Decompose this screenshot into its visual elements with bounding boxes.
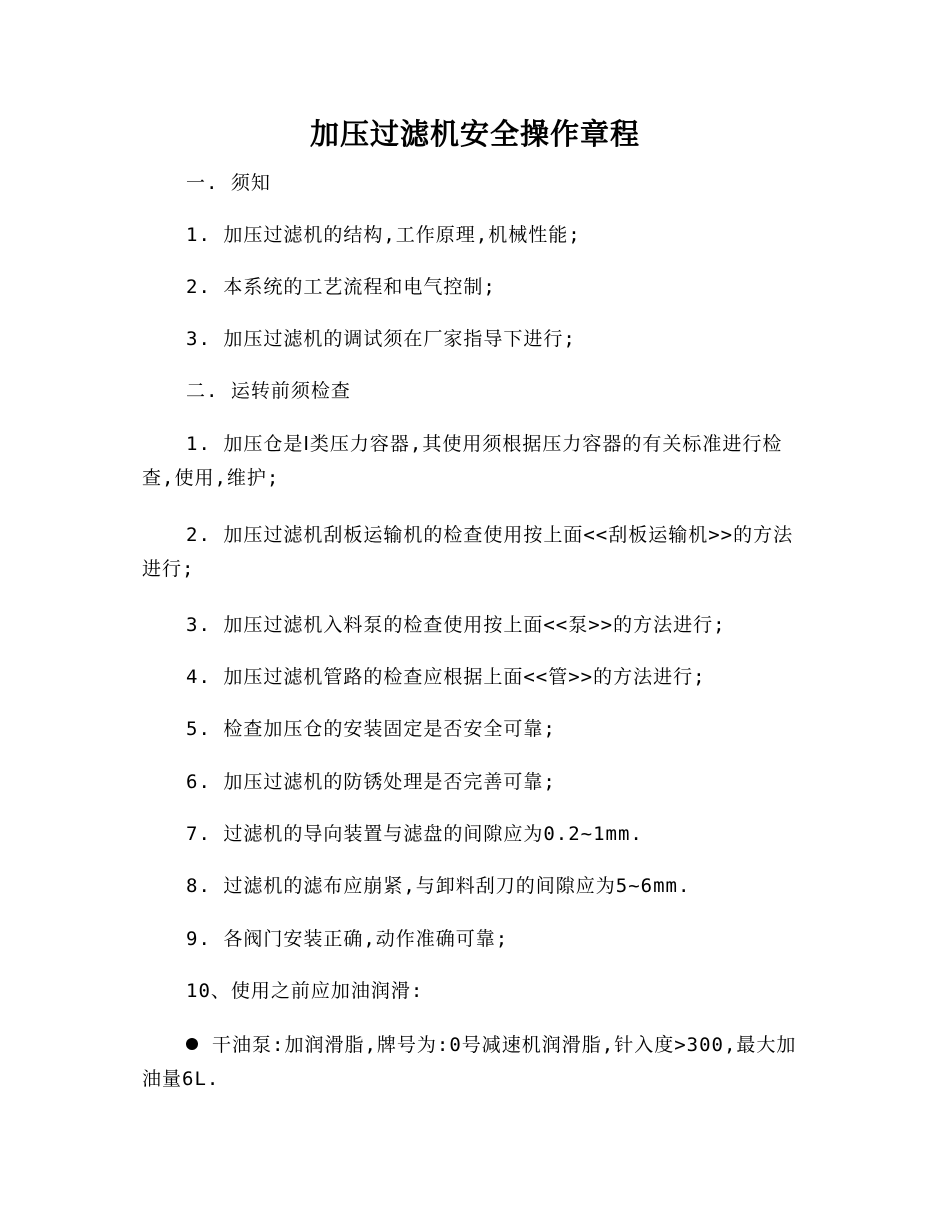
paragraph-1-2: 2. 本系统的工艺流程和电气控制; <box>186 276 496 298</box>
section-heading-2: 二. 运转前须检查 <box>186 380 351 402</box>
paragraph-2-6: 6. 加压过滤机的防锈处理是否完善可靠; <box>186 771 556 793</box>
paragraph-2-2: 2. 加压过滤机刮板运输机的检查使用按上面<<刮板运输机>>的方法进行; <box>142 524 794 580</box>
paragraph-1-3: 3. 加压过滤机的调试须在厂家指导下进行; <box>186 328 576 350</box>
bullet-dot-icon <box>186 1038 198 1050</box>
paragraph-2-8: 8. 过滤机的滤布应崩紧,与卸料刮刀的间隙应为5~6mm. <box>186 875 691 897</box>
document-title: 加压过滤机安全操作章程 <box>309 117 640 151</box>
paragraph-2-9: 9. 各阀门安装正确,动作准确可靠; <box>186 928 509 950</box>
paragraph-2-4: 4. 加压过滤机管路的检查应根据上面<<管>>的方法进行; <box>186 666 706 688</box>
paragraph-2-10: 10、使用之前应加油润滑: <box>186 980 424 1002</box>
paragraph-2-1: 1. 加压仓是Ⅰ类压力容器,其使用须根据压力容器的有关标准进行检查,使用,维护; <box>142 433 783 489</box>
paragraph-2-7: 7. 过滤机的导向装置与滤盘的间隙应为0.2~1mm. <box>186 823 643 845</box>
bullet-text: 干油泵:加润滑脂,牌号为:0号减速机润滑脂,针入度>300,最大加油量6L. <box>142 1034 797 1090</box>
section-heading-1: 一. 须知 <box>186 172 271 194</box>
paragraph-1-1: 1. 加压过滤机的结构,工作原理,机械性能; <box>186 224 581 246</box>
paragraph-2-3: 3. 加压过滤机入料泵的检查使用按上面<<泵>>的方法进行; <box>186 614 726 636</box>
bullet-item <box>142 1028 812 1096</box>
paragraph-2-5: 5. 检查加压仓的安装固定是否安全可靠; <box>186 718 556 740</box>
